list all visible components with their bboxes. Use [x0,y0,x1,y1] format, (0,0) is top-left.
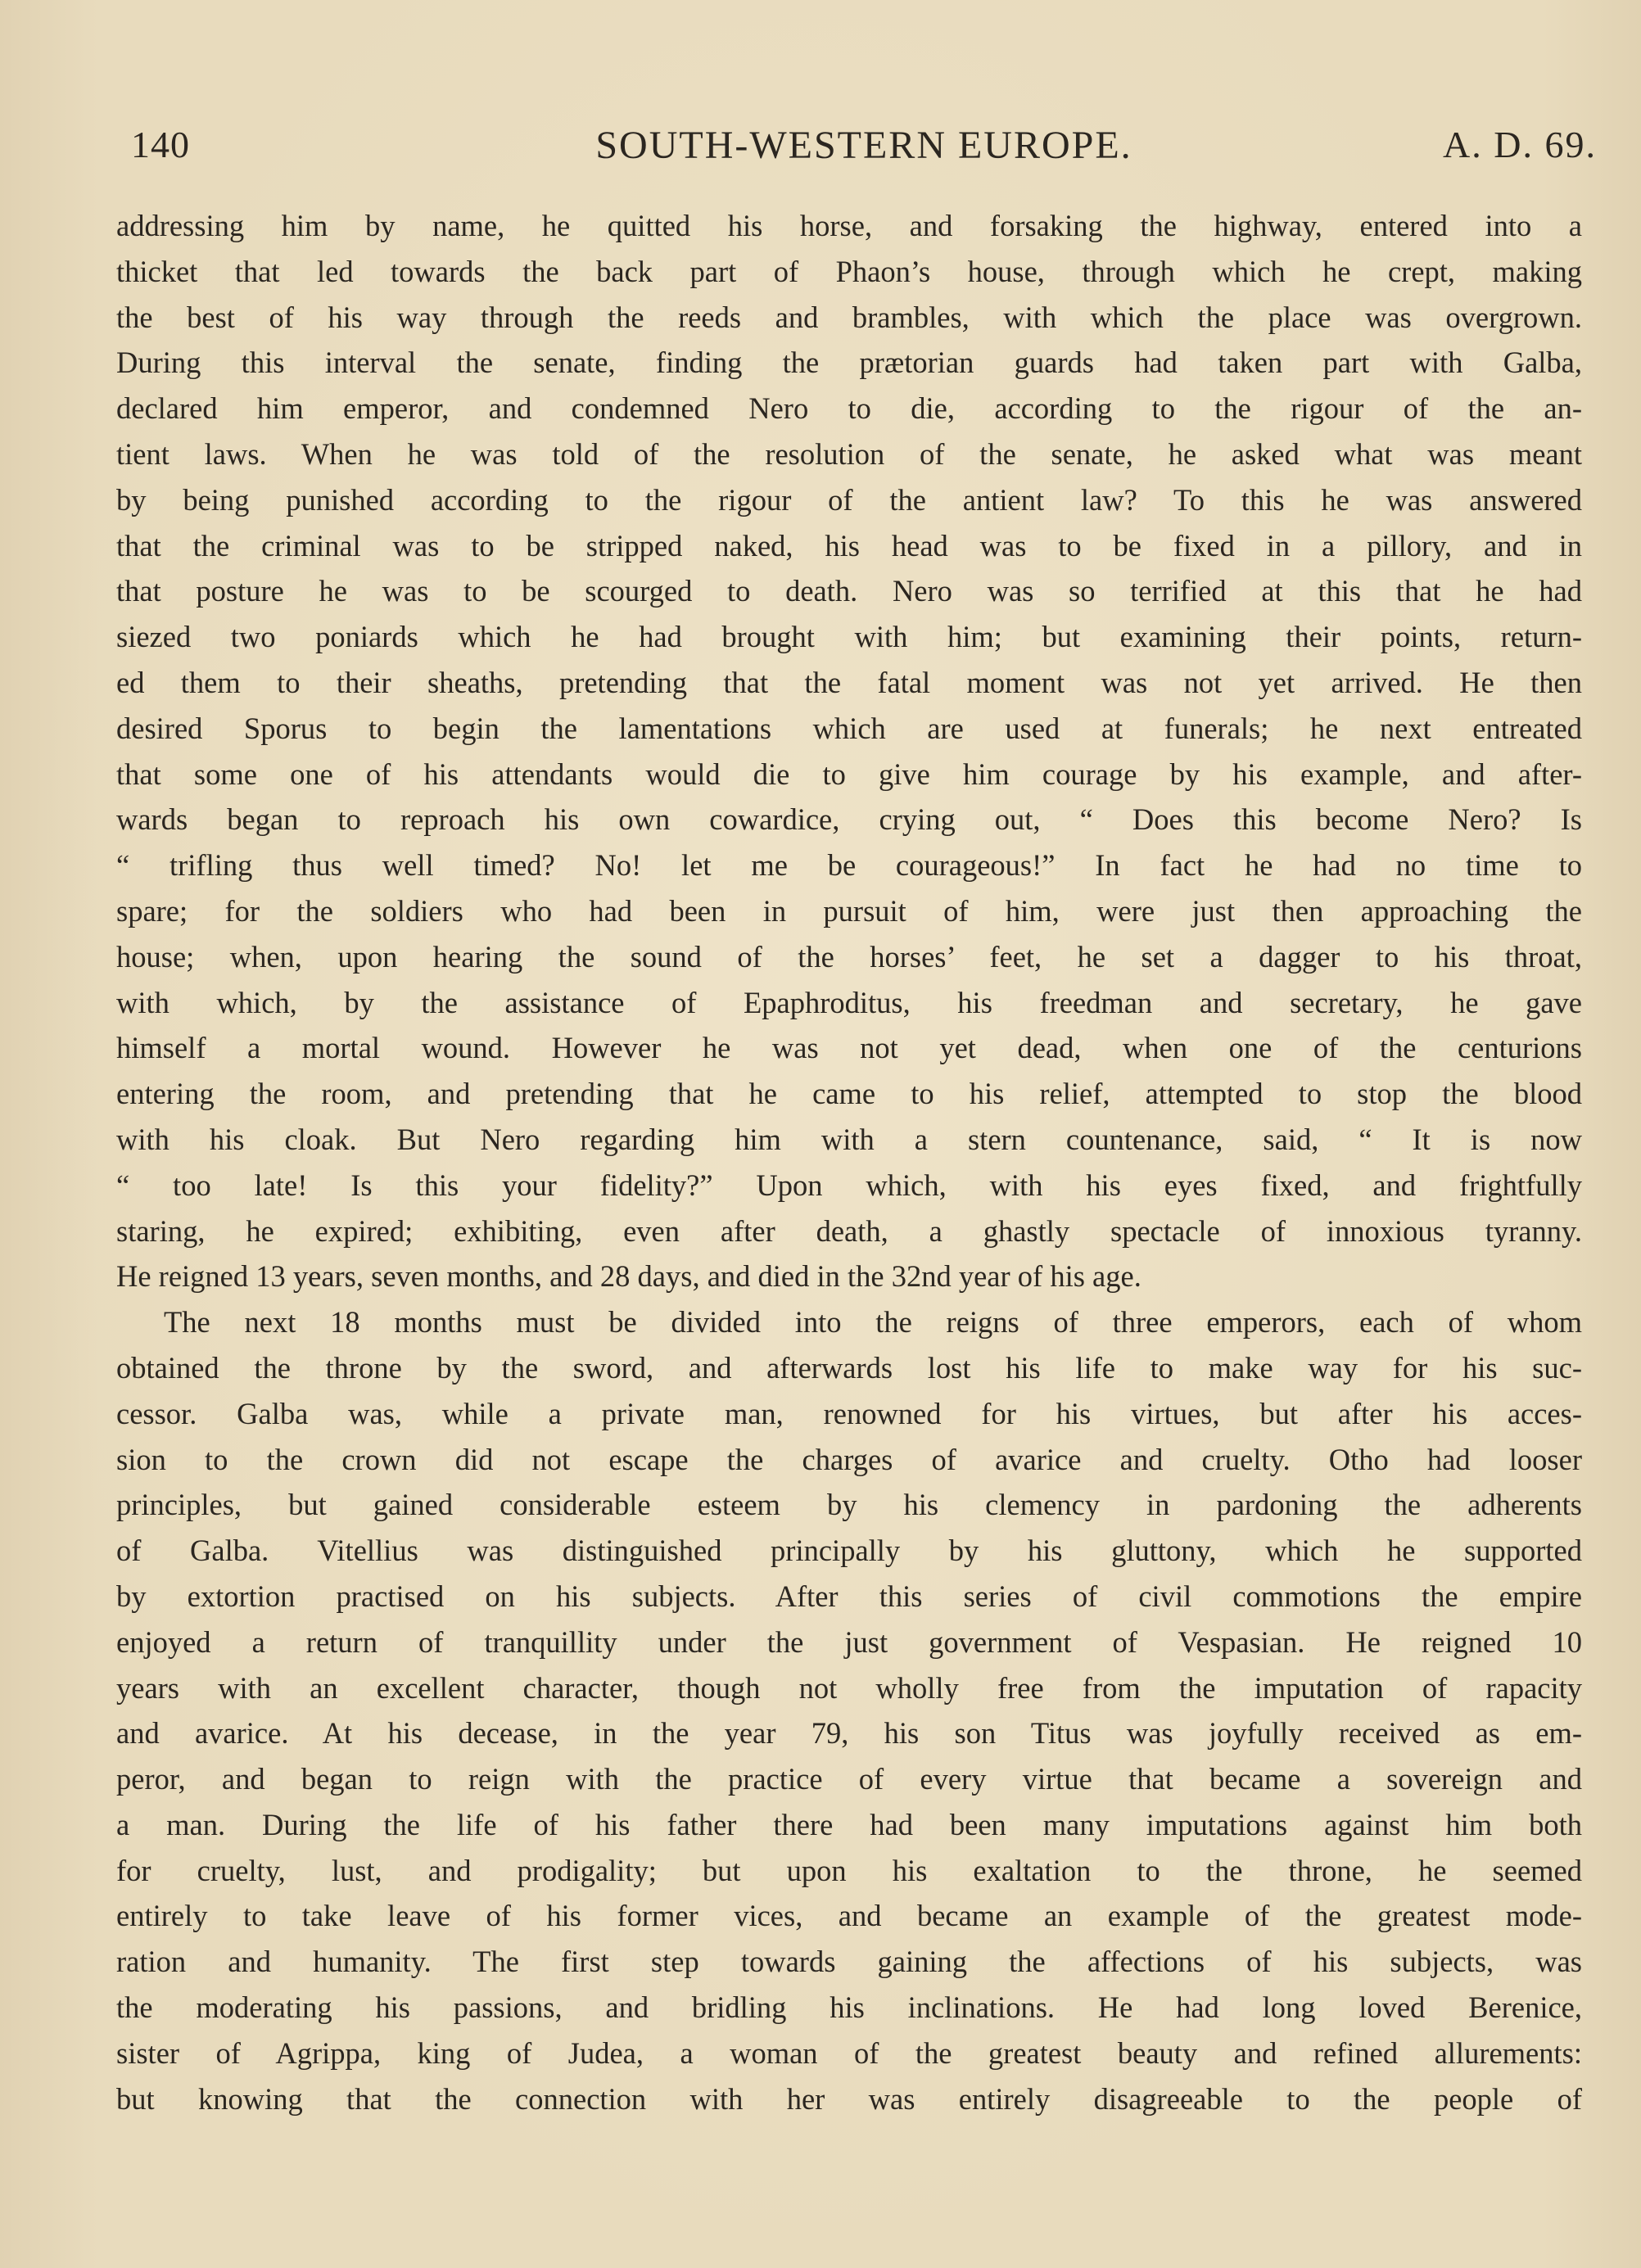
running-title: SOUTH-WESTERN EUROPE. [595,124,1132,167]
text-line: and avarice. At his decease, in the year 79, his son Titus was joyfully received as em- [116,1716,1582,1751]
text-line: a man. During the life of his father there had been many imputations against him both [116,1807,1582,1841]
text-line: years with an excellent character, though not wholly free from the imputation of rapacity [116,1670,1582,1705]
paragraph-start-line: The next 18 months must be divided into the reigns of three emperors, each of whom [164,1305,1582,1340]
text-line: but knowing that the connection with her was entirely disagreeable to the people of [116,2081,1582,2116]
text-line: “ trifling thus well timed? No! let me be courageous!” In fact he had no time to [116,848,1582,883]
text-line: enjoyed a return of tranquillity under the just government of Vespasian. He reigned 10 [116,1624,1582,1659]
text-line: with his cloak. But Nero regarding him with a stern countenance, said, “ It is now [116,1122,1582,1156]
text-line: cessor. Galba was, while a private man, renowned for his virtues, but after his acces- [116,1396,1582,1430]
text-line: by being punished according to the rigour of the antient law? To this he was answered [116,482,1582,517]
text-line: by extortion practised on his subjects. After this series of civil commotions the empire [116,1579,1582,1613]
text-line: of Galba. Vitellius was distinguished principally by his gluttony, which he supported [116,1534,1582,1568]
date-heading: A. D. 69. [1443,124,1597,165]
text-line: During this interval the senate, finding the prætorian guards had taken part with Galba, [116,346,1582,380]
text-line: with which, by the assistance of Epaphroditus, his freedman and secretary, he gave [116,985,1582,1019]
text-line: ed them to their sheaths, pretending that the fatal moment was not yet arrived. He then [116,665,1582,699]
text-line: wards began to reproach his own cowardice, crying out, “ Does this become Nero? Is [116,802,1582,837]
text-line: addressing him by name, he quitted his horse, and forsaking the highway, entered into a [116,209,1582,242]
page-header [131,123,1597,188]
text-line: that posture he was to be scourged to death. Nero was so terrified at this that he had [116,574,1582,608]
text-line: spare; for the soldiers who had been in pursuit of him, were just then approaching the [116,893,1582,928]
text-line: peror, and began to reign with the practice of every virtue that became a sovereign and [116,1762,1582,1796]
text-line: sion to the crown did not escape the charges of avarice and cruelty. Otho had looser [116,1442,1582,1476]
text-line: staring, he expired; exhibiting, even after death, a ghastly spectacle of innoxious tyranny. [116,1213,1582,1248]
body-text [116,203,1582,2121]
text-line: that the criminal was to be stripped naked, his head was to be fixed in a pillory, and in [116,528,1582,562]
text-line: for cruelty, lust, and prodigality; but upon his exaltation to the throne, he seemed [116,1853,1582,1887]
text-line: himself a mortal wound. However he was not yet dead, when one of the centurions [116,1031,1582,1065]
text-line: entirely to take leave of his former vices, and became an example of the greatest mode- [116,1899,1582,1933]
text-line: ration and humanity. The first step towards gaining the affections of his subjects, was [116,1945,1582,1979]
text-line: the best of his way through the reeds and brambles, with which the place was overgrown. [116,300,1582,334]
text-line: thicket that led towards the back part of Phaon’s house, through which he crept, making [116,254,1582,288]
text-line: tient laws. When he was told of the resolution of the senate, he asked what was meant [116,436,1582,471]
page-number: 140 [131,124,190,165]
text-line: entering the room, and pretending that he came to his relief, attempted to stop the blood [116,1077,1582,1111]
text-line: “ too late! Is this your fidelity?” Upon which, with his eyes fixed, and frightfully [116,1168,1582,1202]
text-line: declared him emperor, and condemned Nero to die, according to the rigour of the an- [116,391,1582,426]
paragraph-end-line: He reigned 13 years, seven months, and 28 days, and died in the 32nd year of his age. [116,1259,1141,1294]
text-line: obtained the throne by the sword, and afterwards lost his life to make way for his suc- [116,1350,1582,1385]
text-line: principles, but gained considerable esteem by his clemency in pardoning the adherents [116,1488,1582,1522]
text-line: sister of Agrippa, king of Judea, a woman of the greatest beauty and refined allurements: [116,2035,1582,2070]
text-line: house; when, upon hearing the sound of the horses’ feet, he set a dagger to his throat, [116,939,1582,974]
text-line: desired Sporus to begin the lamentations which are used at funerals; he next entreated [116,711,1582,745]
text-line: siezed two poniards which he had brought with him; but examining their points, return- [116,620,1582,654]
text-line: that some one of his attendants would die to give him courage by his example, and after- [116,757,1582,791]
text-line: the moderating his passions, and bridling his inclinations. He had long loved Berenice, [116,1990,1582,2025]
